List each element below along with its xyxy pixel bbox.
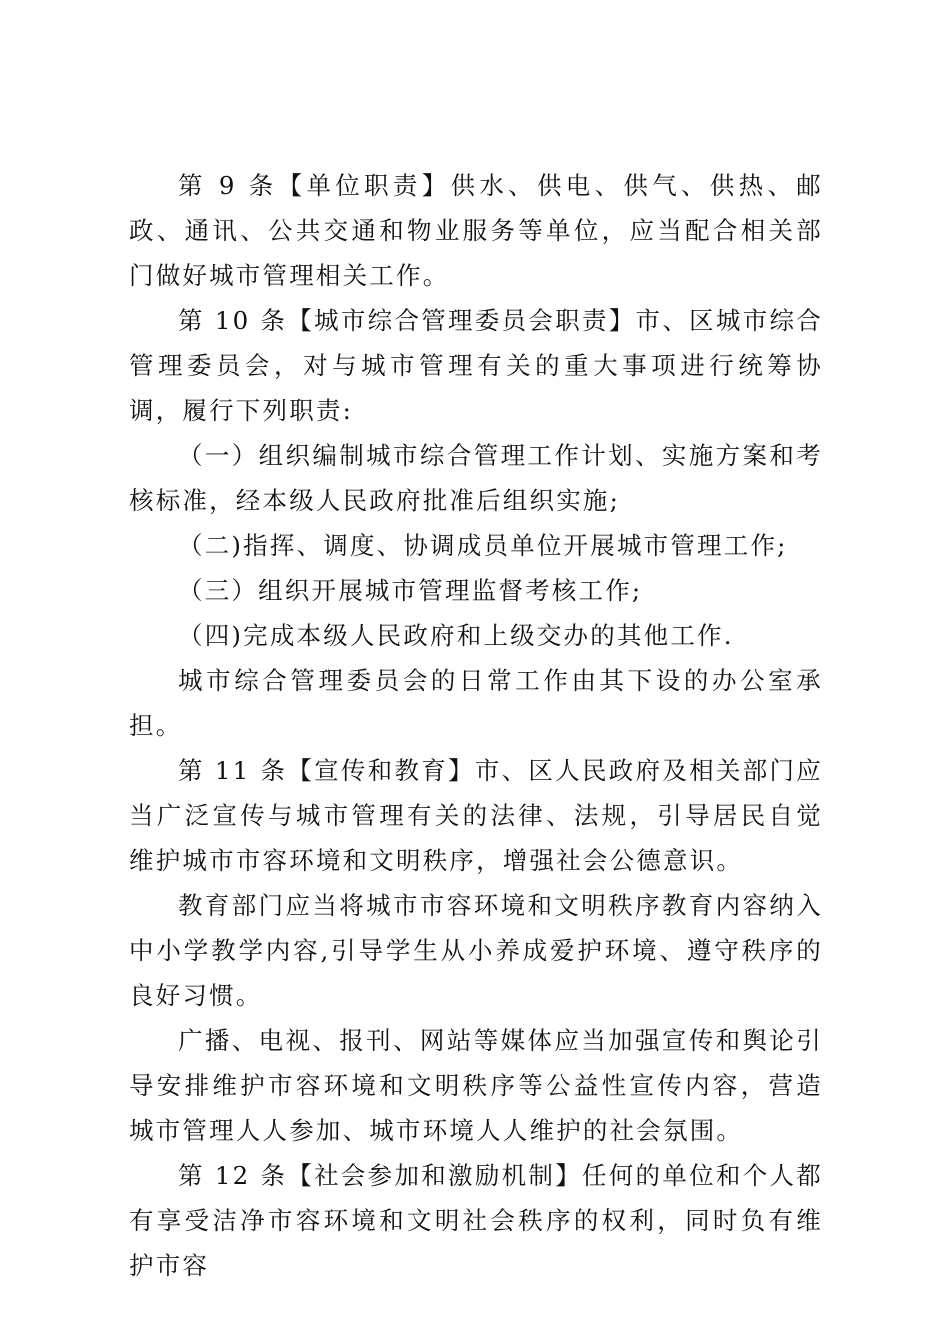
article-10-paragraph: 第 10 条【城市综合管理委员会职责】市、区城市综合管理委员会，对与城市管理有关的重大事项进行统筹协调，履行下列职责: <box>129 306 823 425</box>
committee-office-paragraph: 城市综合管理委员会的日常工作由其下设的办公室承担。 <box>129 666 823 740</box>
article-12-paragraph: 第 12 条【社会参加和激励机制】任何的单位和个人都有享受洁净市容环境和文明社会秩序的权利，同时负有维护市容 <box>129 1161 823 1280</box>
education-paragraph: 教育部门应当将城市市容环境和文明秩序教育内容纳入中小学教学内容,引导学生从小养成爱护环境、遵守秩序的良好习惯。 <box>129 891 823 1010</box>
duty-item-3: （三）组织开展城市管理监督考核工作; <box>178 576 643 605</box>
media-paragraph: 广播、电视、报刊、网站等媒体应当加强宣传和舆论引导安排维护市容环境和文明秩序等公益性宣传内容，营造城市管理人人参加、城市环境人人维护的社会氛围。 <box>129 1026 823 1145</box>
article-11-paragraph: 第 11 条【宣传和教育】市、区人民政府及相关部门应当广泛宣传与城市管理有关的法律、法规，引导居民自觉维护城市市容环境和文明秩序，增强社会公德意识。 <box>129 756 823 875</box>
duty-item-2: （二)指挥、调度、协调成员单位开展城市管理工作; <box>178 531 788 560</box>
duty-item-4: （四)完成本级人民政府和上级交办的其他工作. <box>178 621 734 650</box>
article-9-paragraph: 第 9 条【单位职责】供水、供电、供气、供热、邮政、通讯、公共交通和物业服务等单位，应当配合相关部门做好城市管理相关工作。 <box>129 171 823 290</box>
duty-item-1: （一）组织编制城市综合管理工作计划、实施方案和考核标准，经本级人民政府批准后组织实施; <box>129 441 823 515</box>
document-body <box>129 163 823 1288</box>
